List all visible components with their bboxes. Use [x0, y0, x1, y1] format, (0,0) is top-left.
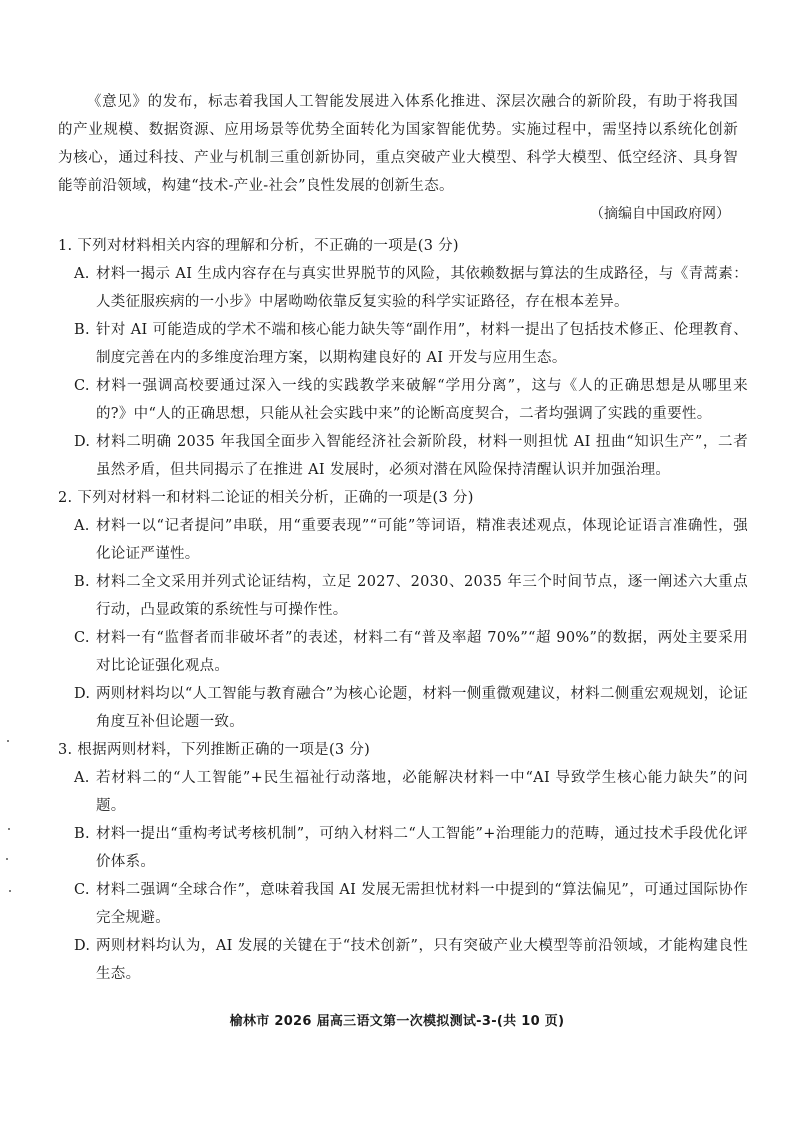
question-2-option-b — [74, 568, 748, 624]
question-2-stem: 2. 下列对材料一和材料二论证的相关分析，正确的一项是(3 分) — [58, 490, 474, 506]
passage-paragraph: 《意见》的发布，标志着我国人工智能发展进入体系化推进、深层次融合的新阶段，有助于将我国的产业规模、数据资源、应用场景等优势全面转化为国家智能优势。实施过程中，需坚持以系统化创新为核心，通过科技、产业与机制三重创新协同，重点突破产业大模型、科学大模型、低空经济、具身智能等前沿领域，构建“技术-产业-社会”良性发展的创新生态。 — [58, 94, 738, 194]
option-text: 材料一以“记者提问”串联，用“重要表现”“可能”等词语，精准表述观点，体现论证语言准确性，强化论证严谨性。 — [96, 518, 748, 562]
question-2-option-d — [74, 680, 748, 736]
scan-speck — [8, 828, 10, 830]
option-letter: D. — [74, 434, 91, 450]
option-letter: C. — [74, 882, 90, 898]
option-letter: C. — [74, 630, 90, 646]
option-letter: B. — [74, 574, 90, 590]
question-1 — [58, 232, 748, 484]
option-text: 材料一有“监督者而非破坏者”的表述，材料二有“普及率超 70%”“超 90%”的数据，两处主要采用对比论证强化观点。 — [96, 630, 748, 674]
option-letter: B. — [74, 322, 90, 338]
option-letter: A. — [74, 518, 90, 534]
option-letter: D. — [74, 686, 91, 702]
question-3-option-d — [74, 932, 748, 988]
scan-speck — [7, 740, 9, 742]
scan-speck — [9, 890, 11, 892]
scan-specks — [6, 740, 14, 920]
option-text: 材料二强调“全球合作”，意味着我国 AI 发展无需担忧材料一中提到的“算法偏见”，可通过国际协作完全规避。 — [96, 882, 748, 926]
option-text: 材料一提出“重构考试考核机制”，可纳入材料二“人工智能”+治理能力的范畴，通过技术手段优化评价体系。 — [96, 826, 748, 870]
option-letter: A. — [74, 266, 90, 282]
option-text: 两则材料均认为，AI 发展的关键在于“技术创新”，只有突破产业大模型等前沿领域，才能构建良性生态。 — [96, 938, 748, 982]
passage-source: （摘编自中国政府网） — [590, 206, 730, 222]
option-text: 两则材料均以“人工智能与教育融合”为核心论题，材料一侧重微观建议，材料二侧重宏观规划，论证角度互补但论题一致。 — [96, 686, 748, 730]
option-letter: A. — [74, 770, 90, 786]
question-2 — [58, 484, 748, 736]
question-list — [58, 232, 748, 988]
question-1-stem: 1. 下列对材料相关内容的理解和分析，不正确的一项是(3 分) — [58, 238, 459, 254]
question-3-option-a — [74, 764, 748, 820]
scan-speck — [6, 858, 8, 860]
question-2-option-a — [74, 512, 748, 568]
option-text: 材料一强调高校要通过深入一线的实践教学来破解“学用分离”，这与《人的正确思想是从哪里来的?》中“人的正确思想，只能从社会实践中来”的论断高度契合，二者均强调了实践的重要性。 — [96, 378, 748, 422]
page-footer: 榆林市 2026 届高三语文第一次模拟测试-3-(共 10 页) — [229, 1014, 565, 1029]
question-3-option-b — [74, 820, 748, 876]
question-2-option-c — [74, 624, 748, 680]
option-text: 若材料二的“人工智能”+民生福祉行动落地，必能解决材料一中“AI 导致学生核心能力缺失”的问题。 — [96, 770, 748, 814]
question-3-stem: 3. 根据两则材料，下列推断正确的一项是(3 分) — [58, 742, 371, 758]
question-1-option-c — [74, 372, 748, 428]
option-text: 材料二明确 2035 年我国全面步入智能经济社会新阶段，材料一则担忧 AI 扭曲“知识生产”，二者虽然矛盾，但共同揭示了在推进 AI 发展时，必须对潜在风险保持清醒认识并加强治理。 — [96, 434, 748, 478]
option-letter: B. — [74, 826, 90, 842]
option-text: 材料二全文采用并列式论证结构，立足 2027、2030、2035 年三个时间节点，逐一阐述六大重点行动，凸显政策的系统性与可操作性。 — [96, 574, 748, 618]
question-1-option-a — [74, 260, 748, 316]
question-3-option-c — [74, 876, 748, 932]
question-3 — [58, 736, 748, 988]
option-letter: D. — [74, 938, 91, 954]
question-1-option-b — [74, 316, 748, 372]
option-text: 针对 AI 可能造成的学术不端和核心能力缺失等“副作用”，材料一提出了包括技术修正、伦理教育、制度完善在内的多维度治理方案，以期构建良好的 AI 开发与应用生态。 — [96, 322, 748, 366]
option-letter: C. — [74, 378, 90, 394]
question-1-option-d — [74, 428, 748, 484]
option-text: 材料一揭示 AI 生成内容存在与真实世界脱节的风险，其依赖数据与算法的生成路径，与《青蒿素：人类征服疾病的一小步》中屠呦呦依靠反复实验的科学实证路径，存在根本差异。 — [96, 266, 748, 310]
